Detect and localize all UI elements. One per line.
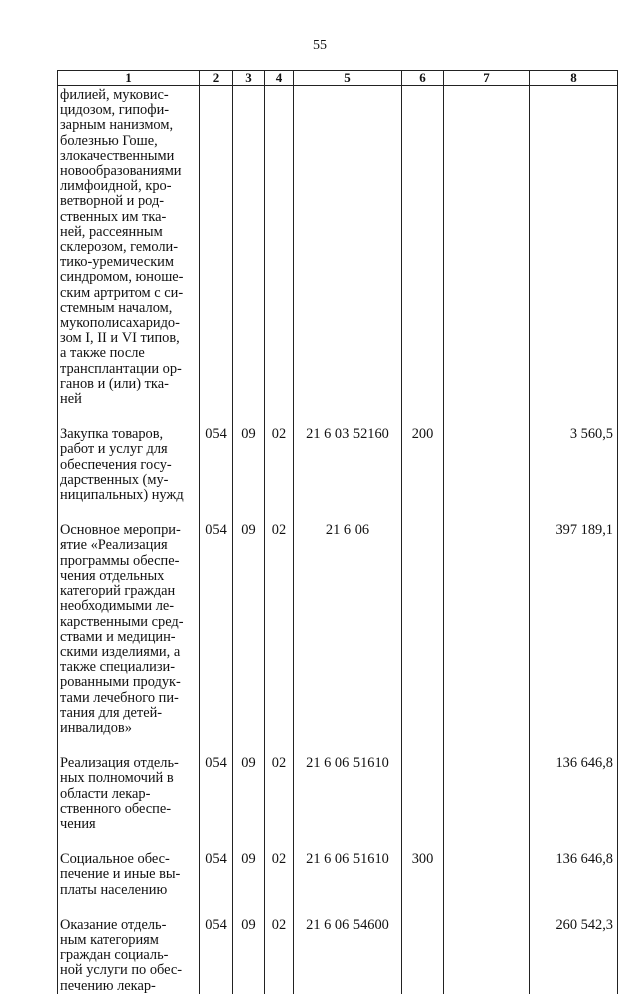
row-amount: 136 646,8 xyxy=(530,852,618,918)
row-ministry-code: 054 xyxy=(200,427,233,523)
row-ministry-code: 054 xyxy=(200,918,233,994)
table-row xyxy=(58,523,618,756)
row-expense-type xyxy=(402,918,444,994)
row-section-code: 09 xyxy=(233,852,265,918)
row-ministry-code xyxy=(200,86,233,428)
row-name: Оказание отдель- ным категориям граждан социаль- ной услуги по обес- печению лекар- xyxy=(58,918,200,994)
header-col-1: 1 xyxy=(58,71,200,86)
row-section-code: 09 xyxy=(233,523,265,756)
row-name: Закупка товаров, работ и услуг для обеспечения госу- дарственных (му- ниципальных) нужд xyxy=(58,427,200,523)
row-section-code xyxy=(233,86,265,428)
row-amount: 397 189,1 xyxy=(530,523,618,756)
row-col-7 xyxy=(444,86,530,428)
row-subsection-code: 02 xyxy=(265,918,294,994)
row-subsection-code xyxy=(265,86,294,428)
row-section-code: 09 xyxy=(233,918,265,994)
row-col-7 xyxy=(444,427,530,523)
row-section-code: 09 xyxy=(233,427,265,523)
header-col-2: 2 xyxy=(200,71,233,86)
table-header xyxy=(58,71,618,86)
row-subsection-code: 02 xyxy=(265,756,294,852)
budget-table xyxy=(57,70,618,994)
row-col-7 xyxy=(444,852,530,918)
row-ministry-code: 054 xyxy=(200,523,233,756)
row-target-article xyxy=(294,86,402,428)
header-col-4: 4 xyxy=(265,71,294,86)
table-row xyxy=(58,918,618,994)
row-expense-type: 300 xyxy=(402,852,444,918)
row-amount xyxy=(530,86,618,428)
row-section-code: 09 xyxy=(233,756,265,852)
header-col-5: 5 xyxy=(294,71,402,86)
table-body xyxy=(58,86,618,994)
row-subsection-code: 02 xyxy=(265,852,294,918)
header-col-7: 7 xyxy=(444,71,530,86)
row-expense-type xyxy=(402,523,444,756)
row-name: Основное меропри- ятие «Реализация программы обеспе- чения отдельных категорий граждан необходимыми ле- карственными сред- ствами и медицин- скими изделиями, а также специализи- рованными продук- тами лечебного пи- тания для детей- инвалидов» xyxy=(58,523,200,756)
row-amount: 136 646,8 xyxy=(530,756,618,852)
header-col-3: 3 xyxy=(233,71,265,86)
row-expense-type: 200 xyxy=(402,427,444,523)
row-target-article: 21 6 06 xyxy=(294,523,402,756)
row-col-7 xyxy=(444,918,530,994)
row-amount: 3 560,5 xyxy=(530,427,618,523)
header-col-8: 8 xyxy=(530,71,618,86)
table-row xyxy=(58,427,618,523)
row-name: Реализация отдель- ных полномочий в области лекар- ственного обеспе- чения xyxy=(58,756,200,852)
table-row xyxy=(58,86,618,428)
row-target-article: 21 6 06 51610 xyxy=(294,756,402,852)
row-target-article: 21 6 03 52160 xyxy=(294,427,402,523)
row-col-7 xyxy=(444,756,530,852)
page-number: 55 xyxy=(313,38,327,53)
table-row xyxy=(58,852,618,918)
row-subsection-code: 02 xyxy=(265,427,294,523)
row-ministry-code: 054 xyxy=(200,756,233,852)
row-subsection-code: 02 xyxy=(265,523,294,756)
table-row xyxy=(58,756,618,852)
row-name: филией, муковис- цидозом, гипофи- зарным нанизмом, болезнью Гоше, злокачественными новообразованиями лимфоидной, кро- ветворной и род- ственных им тка- ней, рассеянным склерозом, гемоли- тико-уремическим синдромом, юноше- ским артритом с си- стемным началом, мукополисахаридо- зом I, II и VI типов, а также после трансплантации ор- ганов и (или) тка- ней xyxy=(58,86,200,428)
row-expense-type xyxy=(402,756,444,852)
row-name: Социальное обес- печение и иные вы- платы населению xyxy=(58,852,200,918)
header-col-6: 6 xyxy=(402,71,444,86)
row-amount: 260 542,3 xyxy=(530,918,618,994)
header-row xyxy=(58,71,618,86)
row-expense-type xyxy=(402,86,444,428)
row-ministry-code: 054 xyxy=(200,852,233,918)
row-col-7 xyxy=(444,523,530,756)
row-target-article: 21 6 06 54600 xyxy=(294,918,402,994)
row-target-article: 21 6 06 51610 xyxy=(294,852,402,918)
